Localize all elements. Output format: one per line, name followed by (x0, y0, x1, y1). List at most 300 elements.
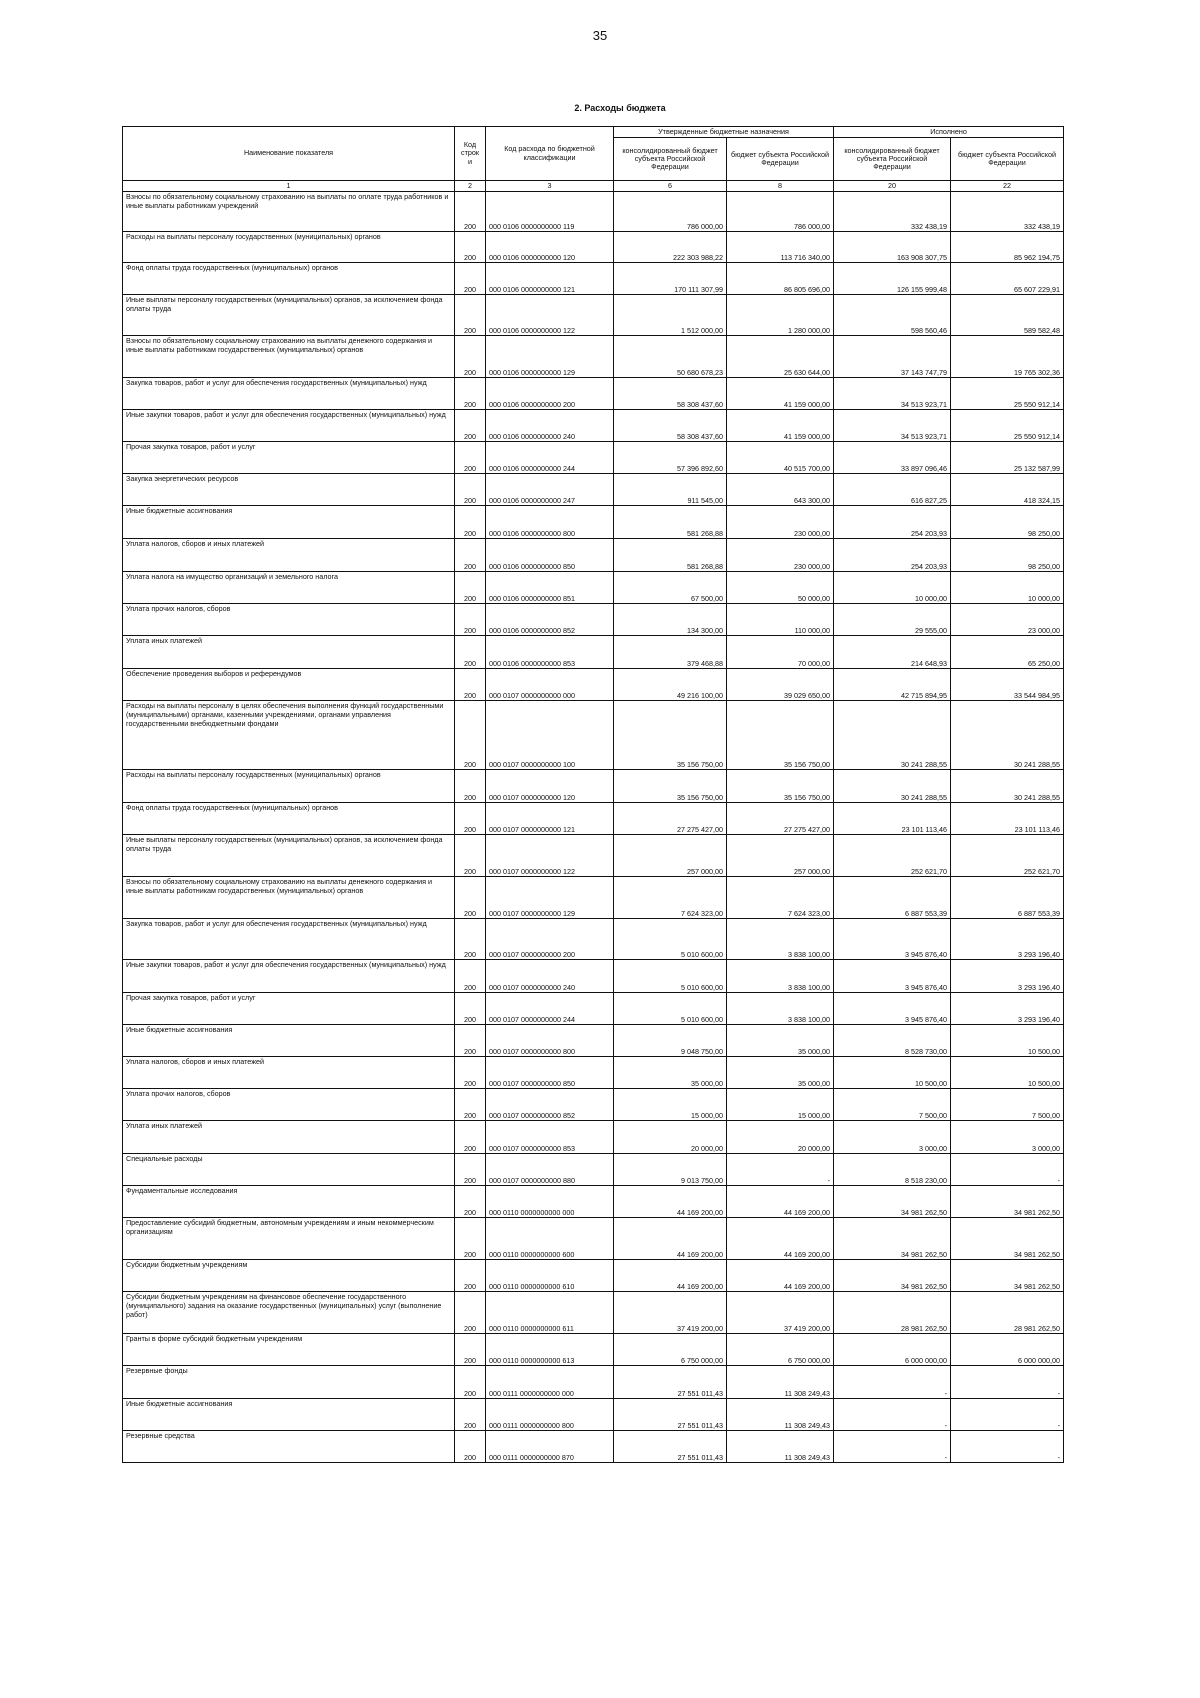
row-executed-consolidated: - (834, 1366, 951, 1399)
row-executed-consolidated: 23 101 113,46 (834, 803, 951, 835)
row-line-code: 200 (455, 1366, 486, 1399)
row-approved-consolidated: 257 000,00 (614, 835, 727, 877)
row-name: Уплата иных платежей (123, 1121, 455, 1154)
table-row (123, 1431, 1064, 1463)
row-line-code: 200 (455, 770, 486, 803)
row-executed-subject: 28 981 262,50 (951, 1292, 1064, 1334)
row-line-code: 200 (455, 835, 486, 877)
row-approved-consolidated: 9 048 750,00 (614, 1025, 727, 1057)
row-executed-consolidated: 34 513 923,71 (834, 410, 951, 442)
row-budget-code: 000 0111 0000000000 000 (486, 1366, 614, 1399)
row-budget-code: 000 0107 0000000000 853 (486, 1121, 614, 1154)
row-line-code: 200 (455, 1431, 486, 1463)
row-executed-consolidated: 10 500,00 (834, 1057, 951, 1089)
row-budget-code: 000 0107 0000000000 120 (486, 770, 614, 803)
row-executed-consolidated: 6 887 553,39 (834, 877, 951, 919)
row-executed-consolidated: 252 621,70 (834, 835, 951, 877)
table-row (123, 1260, 1064, 1292)
row-budget-code: 000 0111 0000000000 800 (486, 1399, 614, 1431)
row-line-code: 200 (455, 993, 486, 1025)
row-line-code: 200 (455, 669, 486, 701)
row-approved-consolidated: 49 216 100,00 (614, 669, 727, 701)
row-executed-consolidated: 3 945 876,40 (834, 993, 951, 1025)
row-name: Расходы на выплаты персоналу государственных (муниципальных) органов (123, 232, 455, 263)
row-executed-subject: 25 550 912,14 (951, 410, 1064, 442)
row-approved-subject: 41 159 000,00 (727, 378, 834, 410)
row-line-code: 200 (455, 295, 486, 336)
table-row (123, 993, 1064, 1025)
row-budget-code: 000 0107 0000000000 122 (486, 835, 614, 877)
table-row (123, 669, 1064, 701)
table-row (123, 295, 1064, 336)
row-approved-subject: 11 308 249,43 (727, 1399, 834, 1431)
row-executed-subject: 34 981 262,50 (951, 1218, 1064, 1260)
table-row (123, 1292, 1064, 1334)
row-approved-consolidated: 581 268,88 (614, 506, 727, 539)
row-executed-subject: 6 000 000,00 (951, 1334, 1064, 1366)
row-executed-subject: - (951, 1366, 1064, 1399)
row-budget-code: 000 0106 0000000000 119 (486, 192, 614, 232)
row-executed-subject: 34 981 262,50 (951, 1260, 1064, 1292)
row-approved-consolidated: 1 512 000,00 (614, 295, 727, 336)
table-row (123, 572, 1064, 604)
row-name: Закупка энергетических ресурсов (123, 474, 455, 506)
table-row (123, 1366, 1064, 1399)
table-row (123, 1057, 1064, 1089)
row-executed-consolidated: 8 518 230,00 (834, 1154, 951, 1186)
row-executed-subject: 418 324,15 (951, 474, 1064, 506)
row-approved-consolidated: 35 156 750,00 (614, 770, 727, 803)
column-number: 8 (727, 181, 834, 192)
header-budget-code: Код расхода по бюджетной классификации (486, 127, 614, 181)
row-executed-subject: 98 250,00 (951, 506, 1064, 539)
row-approved-subject: 643 300,00 (727, 474, 834, 506)
row-approved-subject: 15 000,00 (727, 1089, 834, 1121)
row-approved-subject: 110 000,00 (727, 604, 834, 636)
table-row (123, 701, 1064, 770)
table-row (123, 960, 1064, 993)
row-budget-code: 000 0111 0000000000 870 (486, 1431, 614, 1463)
row-name: Закупка товаров, работ и услуг для обеспечения государственных (муниципальных) нужд (123, 378, 455, 410)
row-executed-consolidated: 33 897 096,46 (834, 442, 951, 474)
row-executed-subject: 3 293 196,40 (951, 960, 1064, 993)
row-line-code: 200 (455, 232, 486, 263)
row-budget-code: 000 0106 0000000000 121 (486, 263, 614, 295)
row-approved-subject: 44 169 200,00 (727, 1260, 834, 1292)
row-executed-subject: 10 000,00 (951, 572, 1064, 604)
row-name: Резервные фонды (123, 1366, 455, 1399)
table-row (123, 1186, 1064, 1218)
row-approved-consolidated: 35 156 750,00 (614, 701, 727, 770)
row-approved-consolidated: 15 000,00 (614, 1089, 727, 1121)
row-approved-subject: 50 000,00 (727, 572, 834, 604)
table-row (123, 539, 1064, 572)
row-executed-consolidated: 34 981 262,50 (834, 1218, 951, 1260)
table-row (123, 1025, 1064, 1057)
row-executed-consolidated: 163 908 307,75 (834, 232, 951, 263)
table-header (123, 127, 1064, 192)
row-approved-consolidated: 5 010 600,00 (614, 919, 727, 960)
row-name: Уплата прочих налогов, сборов (123, 1089, 455, 1121)
row-approved-subject: 35 000,00 (727, 1057, 834, 1089)
table-row (123, 442, 1064, 474)
row-approved-subject: 40 515 700,00 (727, 442, 834, 474)
row-approved-subject: 7 624 323,00 (727, 877, 834, 919)
row-line-code: 200 (455, 572, 486, 604)
row-approved-consolidated: 170 111 307,99 (614, 263, 727, 295)
row-name: Иные выплаты персоналу государственных (муниципальных) органов, за исключением фонда оплаты труда (123, 295, 455, 336)
row-name: Субсидии бюджетным учреждениям (123, 1260, 455, 1292)
row-approved-subject: 3 838 100,00 (727, 993, 834, 1025)
row-line-code: 200 (455, 263, 486, 295)
row-approved-subject: 786 000,00 (727, 192, 834, 232)
table-row (123, 803, 1064, 835)
table-row (123, 1218, 1064, 1260)
row-line-code: 200 (455, 701, 486, 770)
row-name: Уплата прочих налогов, сборов (123, 604, 455, 636)
row-approved-consolidated: 581 268,88 (614, 539, 727, 572)
row-executed-subject: 85 962 194,75 (951, 232, 1064, 263)
row-name: Уплата налога на имущество организаций и земельного налога (123, 572, 455, 604)
row-approved-subject: 11 308 249,43 (727, 1431, 834, 1463)
row-approved-consolidated: 37 419 200,00 (614, 1292, 727, 1334)
row-executed-consolidated: 214 648,93 (834, 636, 951, 669)
row-executed-subject: 25 132 587,99 (951, 442, 1064, 474)
column-number: 3 (486, 181, 614, 192)
row-line-code: 200 (455, 1218, 486, 1260)
row-name: Субсидии бюджетным учреждениям на финансовое обеспечение государственного (муниципального) задания на оказание государственных (муниципальных) услуг (выполнение работ) (123, 1292, 455, 1334)
row-approved-consolidated: 379 468,88 (614, 636, 727, 669)
row-approved-consolidated: 35 000,00 (614, 1057, 727, 1089)
table-row (123, 835, 1064, 877)
table-row (123, 604, 1064, 636)
row-approved-subject: 37 419 200,00 (727, 1292, 834, 1334)
row-budget-code: 000 0106 0000000000 853 (486, 636, 614, 669)
row-executed-consolidated: 34 981 262,50 (834, 1186, 951, 1218)
row-approved-consolidated: 5 010 600,00 (614, 993, 727, 1025)
row-budget-code: 000 0106 0000000000 850 (486, 539, 614, 572)
row-executed-consolidated: 8 528 730,00 (834, 1025, 951, 1057)
row-executed-subject: - (951, 1431, 1064, 1463)
row-executed-subject: 3 293 196,40 (951, 993, 1064, 1025)
row-name: Иные бюджетные ассигнования (123, 1025, 455, 1057)
row-name: Предоставление субсидий бюджетным, автономным учреждениям и иным некоммерческим организациям (123, 1218, 455, 1260)
row-name: Фонд оплаты труда государственных (муниципальных) органов (123, 263, 455, 295)
row-executed-subject: 65 250,00 (951, 636, 1064, 669)
table-row (123, 1334, 1064, 1366)
row-executed-subject: 19 765 302,36 (951, 336, 1064, 378)
row-executed-consolidated: 126 155 999,48 (834, 263, 951, 295)
row-approved-consolidated: 44 169 200,00 (614, 1260, 727, 1292)
row-approved-subject: - (727, 1154, 834, 1186)
row-approved-subject: 44 169 200,00 (727, 1218, 834, 1260)
row-line-code: 200 (455, 1089, 486, 1121)
table-row (123, 410, 1064, 442)
row-name: Гранты в форме субсидий бюджетным учреждениям (123, 1334, 455, 1366)
row-approved-subject: 35 156 750,00 (727, 701, 834, 770)
row-budget-code: 000 0107 0000000000 880 (486, 1154, 614, 1186)
row-approved-consolidated: 44 169 200,00 (614, 1218, 727, 1260)
header-approved-group: Утвержденные бюджетные назначения (614, 127, 834, 138)
row-line-code: 200 (455, 604, 486, 636)
row-budget-code: 000 0107 0000000000 200 (486, 919, 614, 960)
header-name: Наименование показателя (123, 127, 455, 181)
table-row (123, 263, 1064, 295)
row-approved-subject: 11 308 249,43 (727, 1366, 834, 1399)
column-number: 1 (123, 181, 455, 192)
table-body (123, 192, 1064, 1463)
column-number: 6 (614, 181, 727, 192)
row-executed-consolidated: 37 143 747,79 (834, 336, 951, 378)
row-approved-consolidated: 786 000,00 (614, 192, 727, 232)
row-approved-consolidated: 9 013 750,00 (614, 1154, 727, 1186)
row-name: Уплата налогов, сборов и иных платежей (123, 1057, 455, 1089)
row-line-code: 200 (455, 960, 486, 993)
row-name: Иные бюджетные ассигнования (123, 506, 455, 539)
column-number: 22 (951, 181, 1064, 192)
row-approved-subject: 3 838 100,00 (727, 960, 834, 993)
row-approved-subject: 27 275 427,00 (727, 803, 834, 835)
row-approved-consolidated: 20 000,00 (614, 1121, 727, 1154)
row-budget-code: 000 0107 0000000000 121 (486, 803, 614, 835)
row-approved-subject: 113 716 340,00 (727, 232, 834, 263)
row-name: Расходы на выплаты персоналу государственных (муниципальных) органов (123, 770, 455, 803)
row-line-code: 200 (455, 1292, 486, 1334)
row-executed-consolidated: 34 981 262,50 (834, 1260, 951, 1292)
row-executed-subject: 332 438,19 (951, 192, 1064, 232)
row-line-code: 200 (455, 474, 486, 506)
row-approved-consolidated: 911 545,00 (614, 474, 727, 506)
row-name: Обеспечение проведения выборов и референдумов (123, 669, 455, 701)
row-name: Взносы по обязательному социальному страхованию на выплаты денежного содержания и иные выплаты работникам государственных (муниципальных) органов (123, 336, 455, 378)
row-executed-consolidated: 3 945 876,40 (834, 960, 951, 993)
table-row (123, 474, 1064, 506)
row-approved-subject: 230 000,00 (727, 506, 834, 539)
column-number: 2 (455, 181, 486, 192)
row-budget-code: 000 0107 0000000000 800 (486, 1025, 614, 1057)
row-budget-code: 000 0107 0000000000 244 (486, 993, 614, 1025)
row-approved-subject: 1 280 000,00 (727, 295, 834, 336)
row-approved-consolidated: 5 010 600,00 (614, 960, 727, 993)
row-line-code: 200 (455, 636, 486, 669)
row-executed-subject: 252 621,70 (951, 835, 1064, 877)
header-approved-subject: бюджет субъекта Российской Федерации (727, 138, 834, 181)
row-line-code: 200 (455, 877, 486, 919)
row-approved-consolidated: 134 300,00 (614, 604, 727, 636)
row-executed-consolidated: 7 500,00 (834, 1089, 951, 1121)
row-executed-subject: 10 500,00 (951, 1025, 1064, 1057)
table-row (123, 232, 1064, 263)
row-approved-consolidated: 27 551 011,43 (614, 1399, 727, 1431)
row-executed-consolidated: 28 981 262,50 (834, 1292, 951, 1334)
row-approved-consolidated: 44 169 200,00 (614, 1186, 727, 1218)
row-executed-subject: 23 101 113,46 (951, 803, 1064, 835)
table-row (123, 770, 1064, 803)
row-approved-consolidated: 58 308 437,60 (614, 378, 727, 410)
row-budget-code: 000 0106 0000000000 122 (486, 295, 614, 336)
row-executed-subject: 7 500,00 (951, 1089, 1064, 1121)
row-executed-consolidated: 34 513 923,71 (834, 378, 951, 410)
row-budget-code: 000 0110 0000000000 600 (486, 1218, 614, 1260)
header-executed-subject: бюджет субъекта Российской Федерации (951, 138, 1064, 181)
row-approved-consolidated: 7 624 323,00 (614, 877, 727, 919)
row-budget-code: 000 0107 0000000000 850 (486, 1057, 614, 1089)
row-executed-subject: 65 607 229,91 (951, 263, 1064, 295)
row-approved-consolidated: 6 750 000,00 (614, 1334, 727, 1366)
table-row (123, 192, 1064, 232)
row-line-code: 200 (455, 1186, 486, 1218)
row-executed-subject: 589 582,48 (951, 295, 1064, 336)
table-row (123, 1121, 1064, 1154)
row-executed-consolidated: 30 241 288,55 (834, 770, 951, 803)
row-name: Фонд оплаты труда государственных (муниципальных) органов (123, 803, 455, 835)
row-budget-code: 000 0106 0000000000 852 (486, 604, 614, 636)
row-executed-consolidated: 3 000,00 (834, 1121, 951, 1154)
row-executed-consolidated: 29 555,00 (834, 604, 951, 636)
row-approved-subject: 3 838 100,00 (727, 919, 834, 960)
row-executed-consolidated: 42 715 894,95 (834, 669, 951, 701)
row-line-code: 200 (455, 1334, 486, 1366)
row-line-code: 200 (455, 336, 486, 378)
header-executed-consolidated: консолидированный бюджет субъекта Российской Федерации (834, 138, 951, 181)
row-budget-code: 000 0110 0000000000 611 (486, 1292, 614, 1334)
row-name: Уплата налогов, сборов и иных платежей (123, 539, 455, 572)
row-executed-subject: 23 000,00 (951, 604, 1064, 636)
row-budget-code: 000 0107 0000000000 240 (486, 960, 614, 993)
row-name: Резервные средства (123, 1431, 455, 1463)
table-row (123, 336, 1064, 378)
row-approved-subject: 257 000,00 (727, 835, 834, 877)
row-line-code: 200 (455, 1121, 486, 1154)
row-line-code: 200 (455, 1057, 486, 1089)
row-budget-code: 000 0110 0000000000 613 (486, 1334, 614, 1366)
row-budget-code: 000 0106 0000000000 200 (486, 378, 614, 410)
header-approved-consolidated: консолидированный бюджет субъекта Российской Федерации (614, 138, 727, 181)
row-approved-subject: 44 169 200,00 (727, 1186, 834, 1218)
row-approved-consolidated: 50 680 678,23 (614, 336, 727, 378)
row-approved-subject: 35 000,00 (727, 1025, 834, 1057)
row-approved-subject: 39 029 650,00 (727, 669, 834, 701)
row-approved-consolidated: 58 308 437,60 (614, 410, 727, 442)
row-name: Расходы на выплаты персоналу в целях обеспечения выполнения функций государственными (муниципальными) органами, казенными учреждениями, органами управления государственными внебюджетными фондами (123, 701, 455, 770)
row-executed-subject: - (951, 1154, 1064, 1186)
row-approved-consolidated: 27 551 011,43 (614, 1366, 727, 1399)
row-name: Иные выплаты персоналу государственных (муниципальных) органов, за исключением фонда оплаты труда (123, 835, 455, 877)
row-budget-code: 000 0106 0000000000 851 (486, 572, 614, 604)
row-executed-subject: 34 981 262,50 (951, 1186, 1064, 1218)
row-executed-consolidated: 254 203,93 (834, 539, 951, 572)
row-name: Иные закупки товаров, работ и услуг для обеспечения государственных (муниципальных) нужд (123, 960, 455, 993)
header-executed-group: Исполнено (834, 127, 1064, 138)
row-name: Фундаментальные исследования (123, 1186, 455, 1218)
row-budget-code: 000 0106 0000000000 120 (486, 232, 614, 263)
row-executed-subject: 6 887 553,39 (951, 877, 1064, 919)
row-executed-consolidated: 254 203,93 (834, 506, 951, 539)
table-row (123, 636, 1064, 669)
row-budget-code: 000 0106 0000000000 129 (486, 336, 614, 378)
row-executed-subject: - (951, 1399, 1064, 1431)
row-budget-code: 000 0110 0000000000 610 (486, 1260, 614, 1292)
row-name: Взносы по обязательному социальному страхованию на выплаты по оплате труда работников и иные выплаты работникам учреждений (123, 192, 455, 232)
row-line-code: 200 (455, 1025, 486, 1057)
row-budget-code: 000 0107 0000000000 852 (486, 1089, 614, 1121)
row-name: Прочая закупка товаров, работ и услуг (123, 442, 455, 474)
row-executed-subject: 98 250,00 (951, 539, 1064, 572)
row-budget-code: 000 0110 0000000000 000 (486, 1186, 614, 1218)
row-executed-consolidated: 30 241 288,55 (834, 701, 951, 770)
table-row (123, 1154, 1064, 1186)
row-line-code: 200 (455, 1260, 486, 1292)
column-number: 20 (834, 181, 951, 192)
row-executed-subject: 10 500,00 (951, 1057, 1064, 1089)
row-approved-subject: 20 000,00 (727, 1121, 834, 1154)
row-budget-code: 000 0106 0000000000 240 (486, 410, 614, 442)
expenditure-table (122, 126, 1064, 1463)
row-budget-code: 000 0106 0000000000 244 (486, 442, 614, 474)
row-name: Иные закупки товаров, работ и услуг для обеспечения государственных (муниципальных) нужд (123, 410, 455, 442)
table-row (123, 506, 1064, 539)
row-executed-subject: 30 241 288,55 (951, 770, 1064, 803)
row-approved-subject: 35 156 750,00 (727, 770, 834, 803)
table-row (123, 877, 1064, 919)
row-budget-code: 000 0107 0000000000 129 (486, 877, 614, 919)
row-executed-consolidated: 598 560,46 (834, 295, 951, 336)
row-approved-consolidated: 27 275 427,00 (614, 803, 727, 835)
row-executed-consolidated: 3 945 876,40 (834, 919, 951, 960)
row-line-code: 200 (455, 506, 486, 539)
row-approved-subject: 86 805 696,00 (727, 263, 834, 295)
section-title: 2. Расходы бюджета (574, 103, 666, 113)
row-executed-subject: 3 000,00 (951, 1121, 1064, 1154)
row-line-code: 200 (455, 1399, 486, 1431)
row-budget-code: 000 0106 0000000000 247 (486, 474, 614, 506)
row-executed-consolidated: 332 438,19 (834, 192, 951, 232)
table-row (123, 1399, 1064, 1431)
row-line-code: 200 (455, 192, 486, 232)
row-executed-subject: 30 241 288,55 (951, 701, 1064, 770)
row-executed-consolidated: - (834, 1431, 951, 1463)
row-budget-code: 000 0107 0000000000 000 (486, 669, 614, 701)
row-approved-subject: 25 630 644,00 (727, 336, 834, 378)
row-approved-consolidated: 67 500,00 (614, 572, 727, 604)
row-line-code: 200 (455, 378, 486, 410)
row-executed-subject: 3 293 196,40 (951, 919, 1064, 960)
row-line-code: 200 (455, 803, 486, 835)
table-row (123, 378, 1064, 410)
row-approved-subject: 6 750 000,00 (727, 1334, 834, 1366)
row-name: Прочая закупка товаров, работ и услуг (123, 993, 455, 1025)
row-line-code: 200 (455, 539, 486, 572)
row-approved-subject: 70 000,00 (727, 636, 834, 669)
row-executed-consolidated: 6 000 000,00 (834, 1334, 951, 1366)
row-line-code: 200 (455, 442, 486, 474)
row-approved-consolidated: 27 551 011,43 (614, 1431, 727, 1463)
column-number-row (123, 181, 1064, 192)
row-line-code: 200 (455, 919, 486, 960)
row-budget-code: 000 0107 0000000000 100 (486, 701, 614, 770)
row-line-code: 200 (455, 410, 486, 442)
row-name: Уплата иных платежей (123, 636, 455, 669)
row-budget-code: 000 0106 0000000000 800 (486, 506, 614, 539)
row-name: Взносы по обязательному социальному страхованию на выплаты денежного содержания и иные выплаты работникам государственных (муниципальных) органов (123, 877, 455, 919)
row-approved-subject: 230 000,00 (727, 539, 834, 572)
row-approved-consolidated: 222 303 988,22 (614, 232, 727, 263)
row-executed-consolidated: - (834, 1399, 951, 1431)
page-number: 35 (592, 28, 608, 43)
row-name: Специальные расходы (123, 1154, 455, 1186)
table-row (123, 919, 1064, 960)
row-name: Закупка товаров, работ и услуг для обеспечения государственных (муниципальных) нужд (123, 919, 455, 960)
